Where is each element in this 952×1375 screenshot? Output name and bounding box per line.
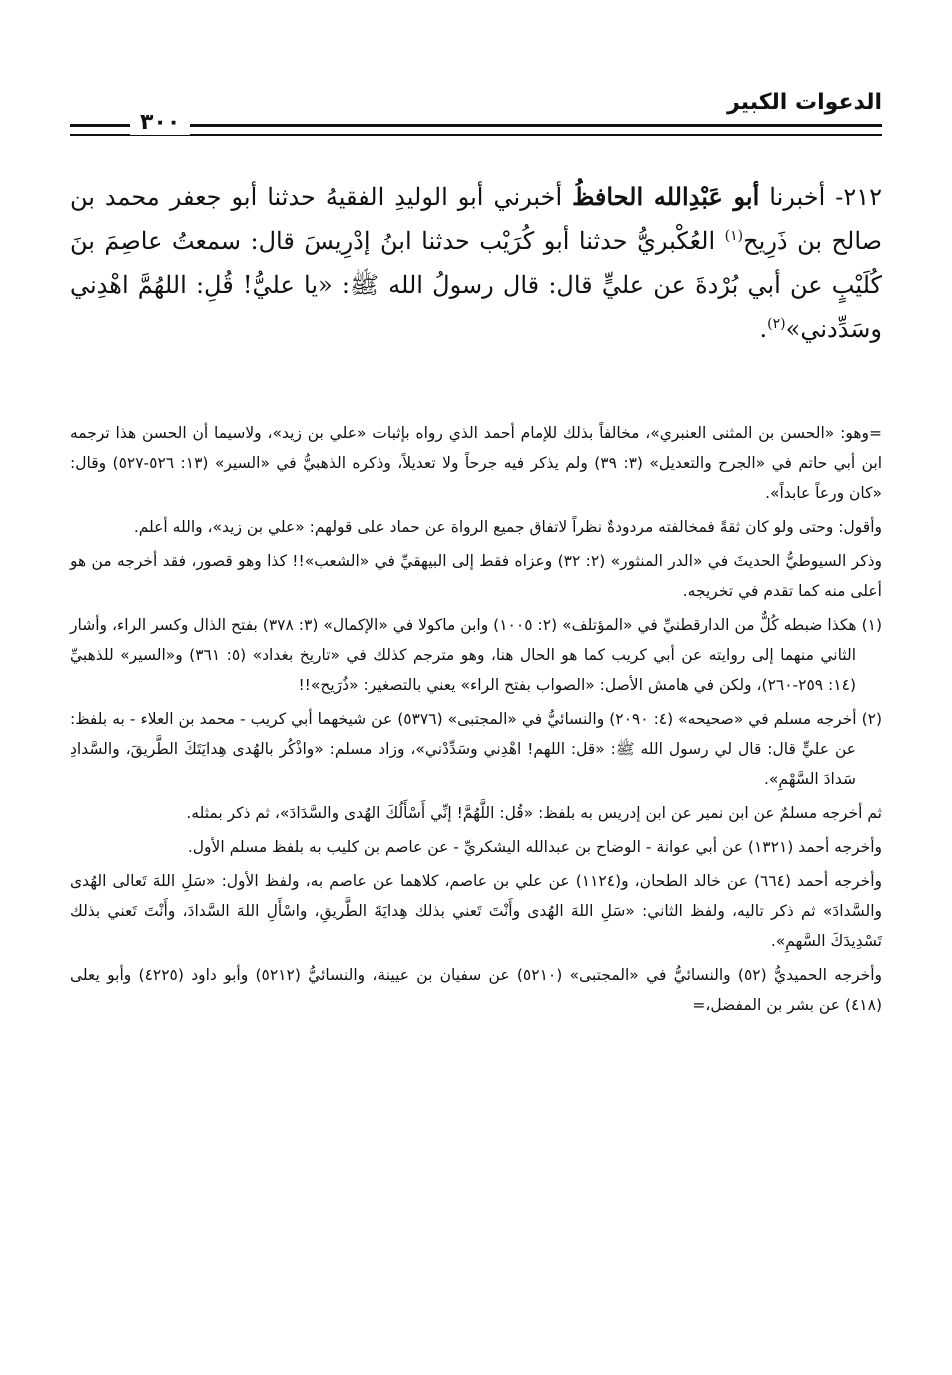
- footnote-ref-1[interactable]: (١): [724, 228, 744, 244]
- header-rule: [70, 124, 882, 127]
- page-header: [70, 80, 882, 150]
- footnotes: [70, 418, 882, 1024]
- header-rule-thin: [70, 134, 882, 136]
- book-title: الدعوات الكبير: [727, 90, 882, 115]
- hadith-end: .: [759, 315, 768, 343]
- footnote-ref-2[interactable]: (٢): [767, 316, 786, 332]
- hadith-number: ٢١٢-: [835, 183, 882, 211]
- note-paragraph: وأخرجه أحمد (١٣٢١) عن أبي عوانة - الوضاح بن عبدالله اليشكريِّ - عن عاصم بن كليب به بلفظ مسلم الأول.: [187, 838, 882, 856]
- hadith-seg: أخبرنا: [769, 183, 826, 211]
- footnote-2: (٢) أخرجه مسلم في «صحيحه» (٤: ٢٠٩٠) والنسائيُّ في «المجتبى» (٥٣٧٦) عن شيخهما أبي كريب - محمد بن العلاء - به بلفظ: عن عليٍّ قال: قال لي رسول الله ﷺ: «قل: اللهم! اهْدِني وسَدِّدْني»، وزاد مسلم: «واذْكُر بالهُدى هِدايَتَكَ الطَّريقَ، والسَّدادِ سَدادَ السَّهْمِ».: [70, 710, 883, 788]
- note-paragraph: =وهو: «الحسن بن المثنى العنبري»، مخالفاً بذلك للإمام أحمد الذي رواه بإثبات «علي بن زيد»، ولاسيما أن الحسن هذا ترجمه ابن أبي حاتم في «الجرح والتعديل» (٣: ٣٩) ولم يذكر فيه جرحاً ولا تعديلاً، وذكره الذهبيُّ في «السير» (١٣: ٥٢٦-٥٢٧) وقال: «كان ورعاً عابداً».: [70, 424, 883, 502]
- note-paragraph: وأخرجه أحمد (٦٦٤) عن خالد الطحان، و(١١٢٤) عن علي بن عاصم، كلاهما عن عاصم به، ولفظ الأول: «سَلِ اللهَ تَعالى الهُدى والسَّدادَ» ثم ذكر تاليه، ولفظ الثاني: «سَلِ اللهَ الهُدى وأَنْتَ تَعني بذلك هِدايَةَ الطَّريقِ، واسْأَلِ اللهَ السَّدادَ، وأَنْتَ تَعني بذلك تَسْدِيدَكَ السَّهمِ».: [70, 872, 883, 950]
- note-paragraph: وذكر السيوطيُّ الحديثَ في «الدر المنثور» (٢: ٣٢) وعزاه فقط إلى البيهقيِّ في «الشعب»!! كذا وهو قصور، فقد أخرجه من هو أعلى منه كما تقدم في تخريجه.: [70, 552, 882, 600]
- page-number: ٣٠٠: [130, 110, 190, 135]
- hadith-seg: أخبرني أبو الوليدِ الفقيهُ حدثنا أبو جعفر محمد بن صالح بن ذَرِيح: [70, 183, 883, 255]
- hadith-seg: العُكْبريُّ حدثنا أبو كُرَيْب حدثنا ابنُ إدْرِيسَ قال: سمعتُ عاصِمَ بنَ كُلَيْبٍ عن أبي بُرْدةَ عن عليٍّ قال: قال رسولُ الله ﷺ: «يا عليُّ! قُلِ: اللهُمَّ اهْدِني وسَدِّدني»: [70, 227, 882, 343]
- sheikh-name: أبو عَبْدِالله الحافظُ: [572, 182, 760, 211]
- hadith-text: [70, 175, 882, 351]
- note-paragraph: وأخرجه الحميديُّ (٥٢) والنسائيُّ في «المجتبى» (٥٢١٠) عن سفيان بن عيينة، والنسائيُّ (٥٢١٢) وأبو داود (٤٢٢٥) وأبو يعلى (٤١٨) عن بشر بن المفضل،=: [70, 966, 882, 1014]
- note-paragraph: وأقول: وحتى ولو كان ثقةً فمخالفته مردودةٌ نظراً لاتفاق جميع الرواة عن حماد على قولهم: «علي بن زيد»، والله أعلم.: [133, 518, 882, 536]
- hadith-paragraph: [70, 175, 882, 351]
- note-paragraph: ثم أخرجه مسلمٌ عن ابن نمير عن ابن إدريس به بلفظ: «قُل: اللَّهُمَّ! إنِّي أَسْأَلُكَ الهُدى والسَّدَادَ»، ثم ذكر بمثله.: [186, 804, 882, 822]
- footnote-1: (١) هكذا ضبطه كُلٌّ من الدارقطنيِّ في «المؤتلف» (٢: ١٠٠٥) وابن ماكولا في «الإكمال» (٣: ٣٧٨) بفتح الذال وكسر الراء، وأشار الثاني منهما إلى روايته عن أبي كريب كما هو الحال هنا، وهو مترجم كذلك في «تاريخ بغداد» (٥: ٣٦١) و«السير» للذهبيِّ (١٤: ٢٥٩-٢٦٠)، ولكن في هامش الأصل: «الصواب بفتح الراء» يعني بالتصغير: «ذُرَيح»!!: [70, 616, 883, 694]
